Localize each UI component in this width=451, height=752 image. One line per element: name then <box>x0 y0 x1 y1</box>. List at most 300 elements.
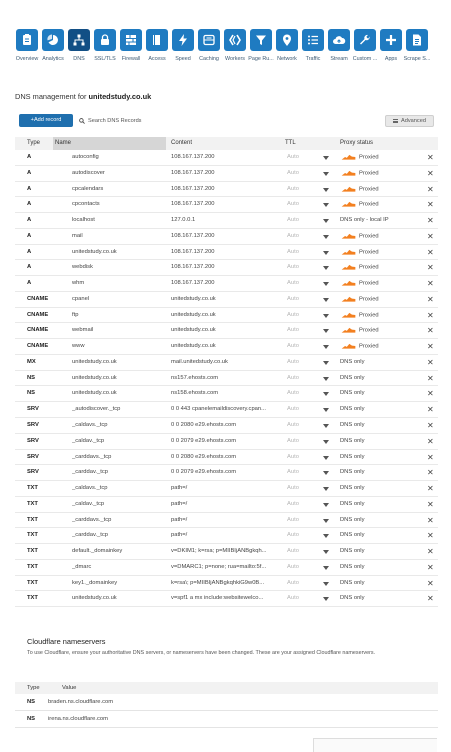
record-name: _carddav._tcp <box>72 469 108 476</box>
close-icon[interactable]: ✕ <box>427 168 434 178</box>
proxy-status-label: Proxied <box>359 343 379 350</box>
close-icon[interactable]: ✕ <box>427 357 434 367</box>
close-icon[interactable]: ✕ <box>427 452 434 462</box>
close-icon[interactable]: ✕ <box>427 153 434 162</box>
close-icon[interactable]: ✕ <box>427 594 434 604</box>
nameserver-type: NS <box>27 699 36 705</box>
close-icon[interactable]: ✕ <box>427 405 434 415</box>
table-row[interactable] <box>15 591 438 607</box>
table-row[interactable] <box>15 197 438 213</box>
close-icon[interactable]: ✕ <box>427 436 434 446</box>
proxy-status[interactable] <box>340 517 430 523</box>
cloud-icon <box>328 29 350 51</box>
column-name[interactable]: Name <box>55 140 72 146</box>
ttl-select[interactable]: Auto <box>287 532 299 539</box>
table-row[interactable] <box>15 166 438 182</box>
search-placeholder: Search DNS Records <box>88 118 142 124</box>
nav-item-label: Network <box>277 56 297 62</box>
table-row[interactable] <box>15 182 438 198</box>
record-type: TXT <box>27 563 38 570</box>
chevron-down-icon[interactable] <box>323 203 329 207</box>
record-name: _caldavs._tcp <box>72 485 108 492</box>
ttl-select[interactable]: Auto <box>287 548 299 555</box>
record-type: A <box>27 169 32 176</box>
table-row[interactable] <box>15 402 438 418</box>
record-name: unitedstudy.co.uk <box>72 390 117 397</box>
nameserver-value: braden.ns.cloudflare.com <box>48 699 114 705</box>
lightning-icon <box>172 29 194 51</box>
nav-item-firewall[interactable] <box>118 29 144 62</box>
record-content: v=DMARC1; p=none; rua=mailto:5f... <box>171 563 267 570</box>
wrench-icon <box>354 29 376 51</box>
table-row[interactable] <box>15 150 438 166</box>
proxy-status[interactable] <box>340 532 430 538</box>
table-row[interactable] <box>15 386 438 402</box>
proxy-status-label: Proxied <box>359 296 379 303</box>
chevron-down-icon[interactable] <box>323 582 329 586</box>
proxy-status-label: Proxied <box>359 154 379 161</box>
chevron-down-icon[interactable] <box>323 219 329 223</box>
ttl-select[interactable]: Auto <box>287 185 299 192</box>
ttl-select[interactable]: Auto <box>287 374 299 381</box>
record-content: path=/ <box>171 500 188 507</box>
table-row[interactable] <box>15 418 438 434</box>
proxy-status[interactable] <box>340 501 430 507</box>
nav-item-label: Scrape S... <box>403 56 431 62</box>
ttl-select[interactable]: Auto <box>287 154 299 160</box>
record-content: v=DKIM1; k=rsa; p=MIIBIjANBgkqh... <box>171 548 267 555</box>
record-content: 0 0 2080 e29.ehosts.com <box>171 453 237 460</box>
proxied-cloud-icon <box>340 264 357 270</box>
chevron-down-icon[interactable] <box>323 235 329 239</box>
proxy-status-label: DNS only <box>340 390 365 397</box>
proxy-status-label: DNS only <box>340 579 365 586</box>
proxy-status-label: DNS only <box>340 563 365 570</box>
proxy-status-label: Proxied <box>359 201 379 208</box>
filter-icon <box>250 29 272 51</box>
ttl-select[interactable]: Auto <box>287 232 299 239</box>
nameservers-body <box>15 694 438 728</box>
close-icon[interactable]: ✕ <box>427 515 434 525</box>
proxy-status-label: DNS only <box>340 358 365 365</box>
proxy-status-label: DNS only <box>340 532 365 539</box>
nav-item-speed[interactable] <box>170 29 196 62</box>
ttl-select[interactable]: Auto <box>287 343 299 350</box>
table-row[interactable] <box>15 528 438 544</box>
clipboard-icon <box>16 29 38 51</box>
chevron-down-icon[interactable] <box>323 471 329 475</box>
nav-item-custom[interactable] <box>352 29 378 62</box>
proxy-status[interactable] <box>340 170 430 177</box>
chevron-down-icon[interactable] <box>323 172 329 176</box>
record-name: autoconfig <box>72 154 99 160</box>
proxy-status[interactable] <box>340 390 430 396</box>
record-type: A <box>27 154 32 160</box>
record-content: path=/ <box>171 485 188 492</box>
chevron-down-icon[interactable] <box>323 266 329 270</box>
page-title <box>15 92 151 101</box>
chevron-down-icon[interactable] <box>323 345 329 349</box>
column-proxy-status[interactable]: Proxy status <box>340 140 374 146</box>
record-name: autodiscover <box>72 169 105 176</box>
nav-item-access[interactable] <box>144 29 170 62</box>
nav-item-overview[interactable] <box>14 29 40 62</box>
close-icon[interactable]: ✕ <box>427 342 434 352</box>
nav-item-workers[interactable] <box>222 29 248 62</box>
chevron-down-icon[interactable] <box>323 566 329 570</box>
close-icon[interactable]: ✕ <box>427 184 434 194</box>
record-type: A <box>27 217 32 224</box>
chevron-down-icon[interactable] <box>323 282 329 286</box>
record-type: SRV <box>27 469 39 476</box>
table-row[interactable] <box>15 260 438 276</box>
book-icon <box>146 29 168 51</box>
record-type: CNAME <box>27 295 49 302</box>
proxy-status[interactable] <box>340 580 430 586</box>
nameservers-description: To use Cloudflare, ensure your authoritative DNS servers, or nameservers have been changed. These are your assigned Cloudflare nameservers. <box>27 650 376 656</box>
proxy-status[interactable] <box>340 312 430 319</box>
location-icon <box>276 29 298 51</box>
record-name: cpcontacts <box>72 201 100 208</box>
record-type: CNAME <box>27 343 49 350</box>
record-name: _dmarc <box>72 563 92 570</box>
nav-item-analytics[interactable] <box>40 29 66 62</box>
page-title-domain: unitedstudy.co.uk <box>88 92 152 101</box>
chevron-down-icon[interactable] <box>323 377 329 381</box>
record-content: 127.0.0.1 <box>171 217 196 224</box>
table-row[interactable] <box>15 245 438 261</box>
record-name: unitedstudy.co.uk <box>72 595 117 602</box>
close-icon[interactable]: ✕ <box>427 484 434 494</box>
advanced-button[interactable] <box>385 115 434 127</box>
chevron-down-icon[interactable] <box>323 251 329 255</box>
record-content: unitedstudy.co.uk <box>171 327 216 334</box>
record-name: cpcalendars <box>72 185 104 192</box>
proxy-status-label: DNS only <box>340 485 365 492</box>
close-icon[interactable]: ✕ <box>427 326 434 336</box>
table-row[interactable] <box>15 339 438 355</box>
close-icon[interactable]: ✕ <box>427 373 434 383</box>
proxy-status[interactable] <box>340 249 430 256</box>
ttl-select[interactable]: Auto <box>287 563 299 570</box>
page-title-prefix: DNS management for <box>15 92 89 101</box>
proxy-status-label: DNS only <box>340 437 365 444</box>
column-type[interactable]: Type <box>27 140 41 146</box>
ns-column-type: Type <box>27 685 40 691</box>
proxy-status-label: DNS only <box>340 548 365 555</box>
nav-item-label: Overview <box>15 56 39 62</box>
proxy-status[interactable] <box>340 422 430 428</box>
table-row[interactable] <box>15 576 438 592</box>
chevron-down-icon[interactable] <box>323 503 329 507</box>
table-row[interactable] <box>15 450 438 466</box>
nameservers-header <box>15 682 438 694</box>
close-icon[interactable]: ✕ <box>427 294 434 304</box>
proxy-status[interactable] <box>340 469 430 475</box>
server-icon <box>198 29 220 51</box>
chevron-down-icon[interactable] <box>323 550 329 554</box>
proxy-status[interactable] <box>340 359 430 365</box>
nav-item-label: Stream <box>330 56 348 62</box>
nav-item-dns[interactable] <box>66 29 92 62</box>
record-type: SRV <box>27 453 39 460</box>
chevron-down-icon[interactable] <box>323 519 329 523</box>
record-type: NS <box>27 374 36 381</box>
table-row[interactable] <box>15 292 438 308</box>
ttl-select[interactable]: Auto <box>287 327 299 334</box>
nav-item-label: Custom ... <box>352 56 378 62</box>
ttl-select[interactable]: Auto <box>287 295 299 302</box>
proxy-status[interactable] <box>340 485 430 491</box>
record-name: _carddavs._tcp <box>72 453 112 460</box>
network-icon <box>68 29 90 51</box>
record-name: _caldavs._tcp <box>72 422 108 429</box>
record-content: 0 0 2080 e29.ehosts.com <box>171 422 237 429</box>
proxy-status-label: DNS only <box>340 595 365 602</box>
close-icon[interactable]: ✕ <box>427 499 434 509</box>
proxy-status[interactable] <box>340 201 430 208</box>
top-navigation <box>0 0 451 68</box>
record-content: v=spf1 a mx include:websitewelco... <box>171 595 264 602</box>
proxy-status-label: DNS only <box>340 516 365 523</box>
table-row[interactable] <box>15 371 438 387</box>
close-icon[interactable]: ✕ <box>427 263 434 273</box>
table-row[interactable] <box>15 229 438 245</box>
close-icon[interactable]: ✕ <box>427 421 434 431</box>
nav-item-label: Traffic <box>305 56 321 62</box>
nav-item-stream[interactable] <box>326 29 352 62</box>
close-icon[interactable]: ✕ <box>427 279 434 289</box>
proxy-status[interactable] <box>340 217 430 223</box>
proxy-status[interactable] <box>340 454 430 460</box>
ttl-select[interactable]: Auto <box>287 248 299 255</box>
ttl-select[interactable]: Auto <box>287 453 299 460</box>
close-icon[interactable]: ✕ <box>427 468 434 478</box>
record-type: SRV <box>27 406 39 413</box>
proxied-cloud-icon <box>340 280 357 286</box>
record-content: 108.167.137.200 <box>171 232 215 239</box>
chevron-down-icon[interactable] <box>323 534 329 538</box>
nameserver-row <box>15 711 438 728</box>
nav-item-label: Workers <box>225 56 245 62</box>
proxy-status-label: Proxied <box>359 233 379 240</box>
table-row[interactable] <box>15 497 438 513</box>
proxy-status[interactable] <box>340 595 430 601</box>
record-content: ns157.ehosts.com <box>171 374 219 381</box>
ttl-select[interactable]: Auto <box>287 390 299 397</box>
close-icon[interactable]: ✕ <box>427 578 434 588</box>
table-row[interactable] <box>15 213 438 229</box>
proxied-cloud-icon <box>340 343 357 349</box>
chevron-down-icon[interactable] <box>323 440 329 444</box>
table-row[interactable] <box>15 560 438 576</box>
record-type: TXT <box>27 579 38 586</box>
proxy-status[interactable] <box>340 264 430 271</box>
record-name: unitedstudy.co.uk <box>72 358 117 365</box>
record-content: 108.167.137.200 <box>171 280 215 287</box>
record-type: NS <box>27 390 36 397</box>
nav-item-apps[interactable] <box>378 29 404 62</box>
chevron-down-icon[interactable] <box>323 361 329 365</box>
record-content: 0 0 443 cpanelemaildiscovery.cpan... <box>171 406 266 413</box>
dns-records-table <box>15 137 438 607</box>
nav-item-traffic[interactable] <box>300 29 326 62</box>
record-name: unitedstudy.co.uk <box>72 374 117 381</box>
close-icon[interactable]: ✕ <box>427 247 434 257</box>
table-row[interactable] <box>15 513 438 529</box>
chevron-down-icon[interactable] <box>323 329 329 333</box>
table-row[interactable] <box>15 323 438 339</box>
proxy-status[interactable] <box>340 280 430 287</box>
table-row[interactable] <box>15 276 438 292</box>
close-icon[interactable]: ✕ <box>427 231 434 241</box>
ttl-select[interactable]: Auto <box>287 595 299 602</box>
footer-panel <box>313 738 437 752</box>
ttl-select[interactable]: Auto <box>287 358 299 365</box>
ttl-select[interactable]: Auto <box>287 217 299 224</box>
proxy-status-label: Proxied <box>359 186 379 193</box>
chevron-down-icon[interactable] <box>323 408 329 412</box>
nav-item-ssl-tls[interactable] <box>92 29 118 62</box>
firewall-icon <box>120 29 142 51</box>
nav-item-page-ru[interactable] <box>248 29 274 62</box>
close-icon[interactable]: ✕ <box>427 562 434 572</box>
record-name: key1._domainkey <box>72 579 118 586</box>
proxied-cloud-icon <box>340 249 357 255</box>
ttl-select[interactable]: Auto <box>287 485 299 492</box>
record-content: unitedstudy.co.uk <box>171 343 216 350</box>
proxy-status[interactable] <box>340 406 430 412</box>
proxy-status[interactable] <box>340 186 430 193</box>
ttl-select[interactable]: Auto <box>287 579 299 586</box>
proxy-status-label: Proxied <box>359 312 379 319</box>
proxy-status-label: DNS only <box>340 469 365 476</box>
record-content: unitedstudy.co.uk <box>171 295 216 302</box>
record-type: SRV <box>27 422 39 429</box>
proxy-status-label: Proxied <box>359 264 379 271</box>
nav-item-label: Speed <box>175 56 191 62</box>
ttl-select[interactable]: Auto <box>287 437 299 444</box>
list-icon <box>302 29 324 51</box>
record-name: www <box>72 343 85 350</box>
close-icon[interactable]: ✕ <box>427 389 434 399</box>
table-row[interactable] <box>15 544 438 560</box>
record-content: ns158.ehosts.com <box>171 390 219 397</box>
proxy-status-label: DNS only <box>340 500 365 507</box>
proxy-status[interactable] <box>340 154 430 161</box>
chevron-down-icon[interactable] <box>323 487 329 491</box>
ttl-select[interactable]: Auto <box>287 169 299 176</box>
close-icon[interactable]: ✕ <box>427 216 434 226</box>
record-name: webmail <box>72 327 94 334</box>
table-row[interactable] <box>15 355 438 371</box>
proxy-status[interactable] <box>340 233 430 240</box>
chevron-down-icon[interactable] <box>323 314 329 318</box>
record-name: ftp <box>72 311 79 318</box>
column-ttl[interactable]: TTL <box>285 140 296 146</box>
record-type: TXT <box>27 516 38 523</box>
proxy-status[interactable] <box>340 564 430 570</box>
ttl-select[interactable]: Auto <box>287 280 299 287</box>
close-icon[interactable]: ✕ <box>427 547 434 557</box>
table-row[interactable] <box>15 481 438 497</box>
record-name: webdisk <box>72 264 93 271</box>
record-content: 108.167.137.200 <box>171 201 215 208</box>
proxied-cloud-icon <box>340 201 357 207</box>
record-name: whm <box>72 280 85 287</box>
ttl-select[interactable]: Auto <box>287 500 299 507</box>
chevron-down-icon[interactable] <box>323 298 329 302</box>
record-content: 108.167.137.200 <box>171 169 215 176</box>
record-content: 108.167.137.200 <box>171 185 215 192</box>
record-content: path=/ <box>171 516 188 523</box>
record-content: 108.167.137.200 <box>171 154 215 160</box>
close-icon[interactable]: ✕ <box>427 310 434 320</box>
chevron-down-icon[interactable] <box>323 188 329 192</box>
ttl-select[interactable]: Auto <box>287 201 299 208</box>
record-type: A <box>27 280 32 287</box>
ttl-select[interactable]: Auto <box>287 469 299 476</box>
chevron-down-icon[interactable] <box>323 156 329 160</box>
column-content[interactable]: Content <box>171 140 193 146</box>
proxy-status[interactable] <box>340 548 430 554</box>
table-row[interactable] <box>15 434 438 450</box>
nav-item-network[interactable] <box>274 29 300 62</box>
chevron-down-icon[interactable] <box>323 597 329 601</box>
chevron-down-icon[interactable] <box>323 424 329 428</box>
record-type: A <box>27 264 32 271</box>
search-icon <box>79 118 85 124</box>
ttl-select[interactable]: Auto <box>287 264 299 271</box>
nav-item-caching[interactable] <box>196 29 222 62</box>
ttl-select[interactable]: Auto <box>287 406 299 413</box>
proxy-status[interactable] <box>340 375 430 381</box>
nav-item-scrape-s[interactable] <box>404 29 430 62</box>
table-row[interactable] <box>15 465 438 481</box>
chevron-down-icon[interactable] <box>323 392 329 396</box>
nav-item-label: Analytics <box>42 56 64 62</box>
close-icon[interactable]: ✕ <box>427 531 434 541</box>
close-icon[interactable]: ✕ <box>427 200 434 210</box>
ttl-select[interactable]: Auto <box>287 311 299 318</box>
plus-icon <box>380 29 402 51</box>
record-content: 108.167.137.200 <box>171 248 215 255</box>
chevron-down-icon[interactable] <box>323 456 329 460</box>
record-type: A <box>27 201 32 208</box>
record-name: _caldav._tcp <box>72 437 105 444</box>
nameserver-row <box>15 694 438 711</box>
proxy-status[interactable] <box>340 343 430 350</box>
proxied-cloud-icon <box>340 233 357 239</box>
record-type: A <box>27 232 32 239</box>
ttl-select[interactable]: Auto <box>287 516 299 523</box>
proxy-status[interactable] <box>340 296 430 303</box>
record-name: _caldav._tcp <box>72 500 105 507</box>
record-content: mail.unitedstudy.co.uk <box>171 358 228 365</box>
table-row[interactable] <box>15 308 438 324</box>
search-input[interactable] <box>79 115 169 127</box>
nav-item-label: Firewall <box>121 56 141 62</box>
proxy-status-label: DNS only <box>340 422 365 429</box>
proxy-status-label: Proxied <box>359 327 379 334</box>
record-name: mail <box>72 232 83 239</box>
proxy-status[interactable] <box>340 327 430 334</box>
proxy-status[interactable] <box>340 438 430 444</box>
nameservers-title: Cloudflare nameservers <box>27 637 106 646</box>
ttl-select[interactable]: Auto <box>287 422 299 429</box>
record-type: CNAME <box>27 311 49 318</box>
add-record-button[interactable]: +Add record <box>19 114 73 127</box>
